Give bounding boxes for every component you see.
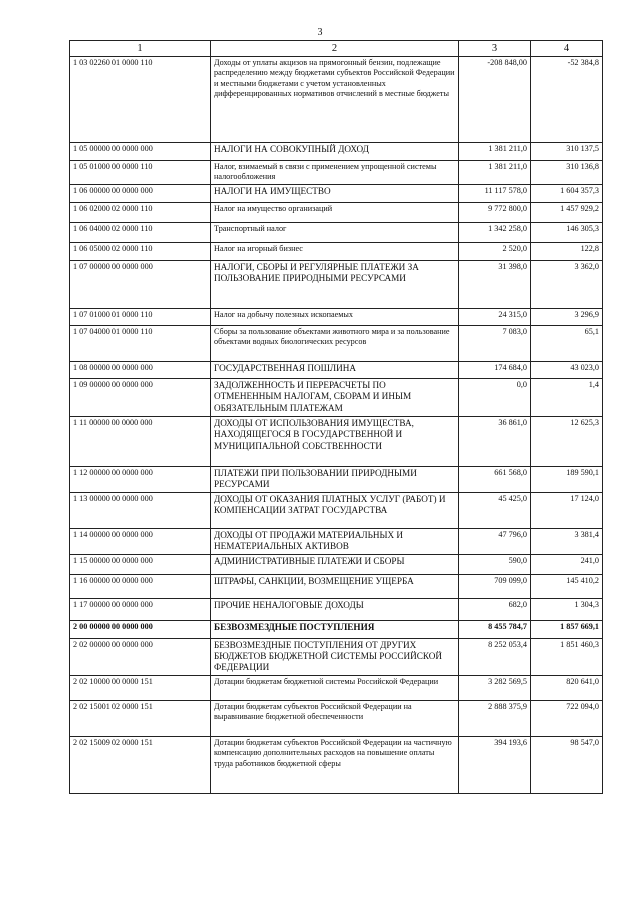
- row-name: Дотации бюджетам субъектов Российской Федерации на выравнивание бюджетной обеспеченности: [211, 700, 459, 736]
- row-code: 1 06 04000 02 0000 110: [70, 222, 211, 242]
- row-name: ПЛАТЕЖИ ПРИ ПОЛЬЗОВАНИИ ПРИРОДНЫМИ РЕСУРСАМИ: [211, 466, 459, 492]
- row-actual-value: 1,4: [531, 378, 603, 416]
- row-actual-value: 146 305,3: [531, 222, 603, 242]
- table-row: [70, 700, 603, 736]
- row-code: 1 06 00000 00 0000 000: [70, 184, 211, 202]
- table-row: [70, 184, 603, 202]
- row-name: Дотации бюджетам бюджетной системы Российской Федерации: [211, 675, 459, 700]
- column-header-plan: 3: [459, 41, 531, 57]
- table-row: [70, 57, 603, 143]
- row-actual-value: 145 410,2: [531, 574, 603, 598]
- row-plan-value: 1 381 211,0: [459, 143, 531, 161]
- row-name: Сборы за пользование объектами животного мира и за пользование объектами водных биологических ресурсов: [211, 325, 459, 361]
- row-actual-value: 241,0: [531, 554, 603, 574]
- row-actual-value: 310 136,8: [531, 161, 603, 185]
- row-plan-value: 47 796,0: [459, 528, 531, 554]
- row-name: Налог на имущество организаций: [211, 202, 459, 222]
- table-row: [70, 598, 603, 620]
- row-plan-value: 11 117 578,0: [459, 184, 531, 202]
- row-code: 1 16 00000 00 0000 000: [70, 574, 211, 598]
- row-code: 1 06 05000 02 0000 110: [70, 242, 211, 260]
- row-name: Налог на добычу полезных ископаемых: [211, 308, 459, 325]
- row-actual-value: 189 590,1: [531, 466, 603, 492]
- row-code: 1 14 00000 00 0000 000: [70, 528, 211, 554]
- table-row: [70, 143, 603, 161]
- row-actual-value: 65,1: [531, 325, 603, 361]
- row-code: 2 02 15009 02 0000 151: [70, 736, 211, 793]
- row-code: 2 02 10000 00 0000 151: [70, 675, 211, 700]
- table-header-row: [70, 41, 603, 57]
- row-name: Налог на игорный бизнес: [211, 242, 459, 260]
- table-row: [70, 378, 603, 416]
- row-name: НАЛОГИ, СБОРЫ И РЕГУЛЯРНЫЕ ПЛАТЕЖИ ЗА ПОЛЬЗОВАНИЕ ПРИРОДНЫМИ РЕСУРСАМИ: [211, 260, 459, 308]
- row-plan-value: 45 425,0: [459, 492, 531, 528]
- row-name: БЕЗВОЗМЕЗДНЫЕ ПОСТУПЛЕНИЯ: [211, 620, 459, 638]
- row-name: ГОСУДАРСТВЕННАЯ ПОШЛИНА: [211, 361, 459, 378]
- row-actual-value: 1 304,3: [531, 598, 603, 620]
- row-plan-value: 394 193,6: [459, 736, 531, 793]
- row-code: 1 17 00000 00 0000 000: [70, 598, 211, 620]
- row-code: 2 02 00000 00 0000 000: [70, 638, 211, 675]
- row-code: 1 15 00000 00 0000 000: [70, 554, 211, 574]
- table-row: [70, 260, 603, 308]
- table-row: [70, 675, 603, 700]
- row-plan-value: 8 252 053,4: [459, 638, 531, 675]
- table-row: [70, 361, 603, 378]
- row-actual-value: 820 641,0: [531, 675, 603, 700]
- row-name: ЗАДОЛЖЕННОСТЬ И ПЕРЕРАСЧЕТЫ ПО ОТМЕНЕННЫМ НАЛОГАМ, СБОРАМ И ИНЫМ ОБЯЗАТЕЛЬНЫМ ПЛАТЕЖАМ: [211, 378, 459, 416]
- row-actual-value: 3 362,0: [531, 260, 603, 308]
- row-code: 1 05 00000 00 0000 000: [70, 143, 211, 161]
- row-actual-value: 43 023,0: [531, 361, 603, 378]
- page-number: 3: [317, 27, 323, 38]
- row-name: ДОХОДЫ ОТ ИСПОЛЬЗОВАНИЯ ИМУЩЕСТВА, НАХОДЯЩЕГОСЯ В ГОСУДАРСТВЕННОЙ И МУНИЦИПАЛЬНОЙ СОБСТВЕННОСТИ: [211, 416, 459, 466]
- row-plan-value: 682,0: [459, 598, 531, 620]
- table-row: [70, 242, 603, 260]
- row-code: 1 06 02000 02 0000 110: [70, 202, 211, 222]
- row-plan-value: 2 888 375,9: [459, 700, 531, 736]
- row-plan-value: 24 315,0: [459, 308, 531, 325]
- row-name: ДОХОДЫ ОТ ОКАЗАНИЯ ПЛАТНЫХ УСЛУГ (РАБОТ) И КОМПЕНСАЦИИ ЗАТРАТ ГОСУДАРСТВА: [211, 492, 459, 528]
- row-name: ШТРАФЫ, САНКЦИИ, ВОЗМЕЩЕНИЕ УЩЕРБА: [211, 574, 459, 598]
- row-code: 1 11 00000 00 0000 000: [70, 416, 211, 466]
- row-name: БЕЗВОЗМЕЗДНЫЕ ПОСТУПЛЕНИЯ ОТ ДРУГИХ БЮДЖЕТОВ БЮДЖЕТНОЙ СИСТЕМЫ РОССИЙСКОЙ ФЕДЕРАЦИИ: [211, 638, 459, 675]
- column-header-actual: 4: [531, 41, 603, 57]
- table-row: [70, 222, 603, 242]
- row-plan-value: 590,0: [459, 554, 531, 574]
- column-header-code: 1: [70, 41, 211, 57]
- row-name: ПРОЧИЕ НЕНАЛОГОВЫЕ ДОХОДЫ: [211, 598, 459, 620]
- row-actual-value: 12 625,3: [531, 416, 603, 466]
- row-code: 1 09 00000 00 0000 000: [70, 378, 211, 416]
- row-name: Дотации бюджетам субъектов Российской Федерации на частичную компенсацию дополнительных расходов на повышение оплаты труда работников бюджетной сферы: [211, 736, 459, 793]
- column-header-name: 2: [211, 41, 459, 57]
- row-name: Налог, взимаемый в связи с применением упрощенной системы налогообложения: [211, 161, 459, 185]
- row-plan-value: -208 848,00: [459, 57, 531, 143]
- table-row: [70, 308, 603, 325]
- row-plan-value: 661 568,0: [459, 466, 531, 492]
- row-code: 1 07 00000 00 0000 000: [70, 260, 211, 308]
- row-plan-value: 1 381 211,0: [459, 161, 531, 185]
- row-actual-value: 3 296,9: [531, 308, 603, 325]
- row-plan-value: 709 099,0: [459, 574, 531, 598]
- row-name: НАЛОГИ НА ИМУЩЕСТВО: [211, 184, 459, 202]
- row-actual-value: 98 547,0: [531, 736, 603, 793]
- row-code: 1 03 02260 01 0000 110: [70, 57, 211, 143]
- row-actual-value: 722 094,0: [531, 700, 603, 736]
- table-row: [70, 492, 603, 528]
- row-code: 1 12 00000 00 0000 000: [70, 466, 211, 492]
- row-code: 2 00 00000 00 0000 000: [70, 620, 211, 638]
- table-row: [70, 574, 603, 598]
- row-actual-value: 1 857 669,1: [531, 620, 603, 638]
- row-plan-value: 31 398,0: [459, 260, 531, 308]
- row-code: 1 05 01000 00 0000 110: [70, 161, 211, 185]
- row-code: 1 08 00000 00 0000 000: [70, 361, 211, 378]
- row-plan-value: 7 083,0: [459, 325, 531, 361]
- row-plan-value: 9 772 800,0: [459, 202, 531, 222]
- row-plan-value: 3 282 569,5: [459, 675, 531, 700]
- row-code: 1 07 01000 01 0000 110: [70, 308, 211, 325]
- row-code: 1 13 00000 00 0000 000: [70, 492, 211, 528]
- row-name: Доходы от уплаты акцизов на прямогонный бензин, подлежащие распределению между бюджетами субъектов Российской Федерации и местными бюджетами с учетом установленных дифференцированных нормативов отчислений в местные бюджеты: [211, 57, 459, 143]
- table-row: [70, 554, 603, 574]
- row-code: 1 07 04000 01 0000 110: [70, 325, 211, 361]
- row-plan-value: 36 861,0: [459, 416, 531, 466]
- row-code: 2 02 15001 02 0000 151: [70, 700, 211, 736]
- table-row: [70, 638, 603, 675]
- row-plan-value: 174 684,0: [459, 361, 531, 378]
- budget-revenue-table: [69, 40, 603, 794]
- row-actual-value: 310 137,5: [531, 143, 603, 161]
- row-name: Транспортный налог: [211, 222, 459, 242]
- table-row: [70, 161, 603, 185]
- table-row: [70, 202, 603, 222]
- table-row: [70, 620, 603, 638]
- table-row: [70, 325, 603, 361]
- table-row: [70, 736, 603, 793]
- row-name: ДОХОДЫ ОТ ПРОДАЖИ МАТЕРИАЛЬНЫХ И НЕМАТЕРИАЛЬНЫХ АКТИВОВ: [211, 528, 459, 554]
- row-actual-value: 3 381,4: [531, 528, 603, 554]
- table-row: [70, 466, 603, 492]
- row-name: НАЛОГИ НА СОВОКУПНЫЙ ДОХОД: [211, 143, 459, 161]
- row-actual-value: 122,8: [531, 242, 603, 260]
- table-row: [70, 528, 603, 554]
- row-actual-value: 1 851 460,3: [531, 638, 603, 675]
- row-actual-value: 17 124,0: [531, 492, 603, 528]
- row-actual-value: 1 457 929,2: [531, 202, 603, 222]
- row-actual-value: -52 384,8: [531, 57, 603, 143]
- row-actual-value: 1 604 357,3: [531, 184, 603, 202]
- row-plan-value: 0,0: [459, 378, 531, 416]
- row-plan-value: 8 455 784,7: [459, 620, 531, 638]
- row-plan-value: 1 342 258,0: [459, 222, 531, 242]
- row-plan-value: 2 520,0: [459, 242, 531, 260]
- table-row: [70, 416, 603, 466]
- row-name: АДМИНИСТРАТИВНЫЕ ПЛАТЕЖИ И СБОРЫ: [211, 554, 459, 574]
